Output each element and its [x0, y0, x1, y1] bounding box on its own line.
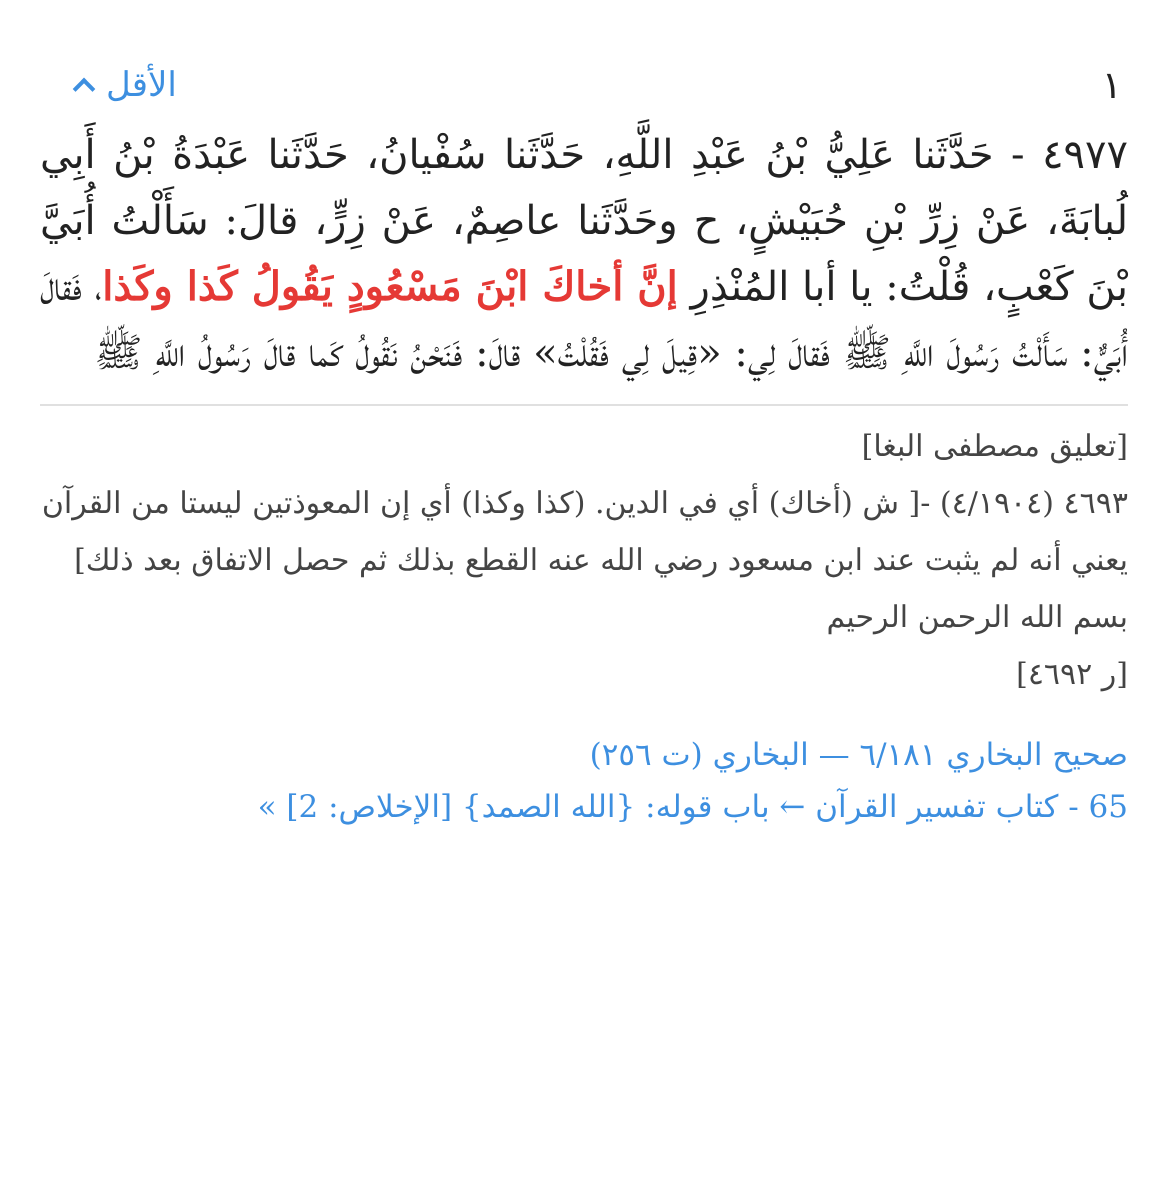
basmala: بسم الله الرحمن الرحيم: [826, 600, 1128, 635]
hadith-page: [40, 50, 1128, 833]
commentary-reference: [ر ٤٦٩٢]: [1016, 657, 1128, 692]
commentary: [40, 418, 1128, 703]
commentary-title: [تعليق مصطفى البغا]: [861, 429, 1128, 464]
book-source-link[interactable]: صحيح البخاري ٦/١٨١ — البخاري (ت ٢٥٦): [589, 737, 1128, 773]
hadith-number: ١: [1101, 63, 1122, 107]
chapter-link[interactable]: 65 - كتاب تفسير القرآن ← باب قوله: {الله الصمد} [الإخلاص: 2] »: [257, 789, 1128, 825]
show-less-button[interactable]: [40, 65, 177, 105]
source-info: [40, 729, 1128, 833]
hadith-text: [40, 122, 1128, 386]
chevron-up-icon: [73, 78, 96, 101]
commentary-body: ٤٦٩٣ (٤/١٩٠٤) -[ ش (أخاك) أي في الدين. (كذا وكذا) أي إن المعوذتين ليستا من القرآن يعني أنه لم يثبت عند ابن مسعود رضي الله عنه القطع بذلك ثم حصل الاتفاق بعد ذلك]: [41, 486, 1128, 578]
hadith-header: [40, 50, 1128, 120]
show-less-label: الأقل: [106, 65, 177, 105]
hadith-text-part1: ٤٩٧٧ - حَدَّثَنا عَلِيُّ بْنُ عَبْدِ اللَّهِ، حَدَّثَنا سُفْيانُ، حَدَّثَنا عَبْدَةُ بْنُ أَبِي لُبابَةَ، عَنْ زِرِّ بْنِ حُبَيْشٍ، ح وحَدَّثَنا عاصِمٌ، عَنْ زِرٍّ، قالَ: سَأَلْتُ أُبَيَّ بْنَ كَعْبٍ، قُلْتُ: يا أبا المُنْذِرِ: [40, 132, 1128, 310]
hadith-text-part2: ، فَقالَ أُبَيٌّ: سَأَلْتُ رَسُولَ اللَّهِ ﷺ فَقالَ لِي: «قِيلَ لِي فَقُلْتُ» قالَ: فَنَحْنُ نَقُولُ كَما قالَ رَسُولُ اللَّهِ ﷺ: [40, 264, 1128, 376]
divider: [40, 404, 1128, 406]
hadith-highlight: إنَّ أخاكَ ابْنَ مَسْعُودٍ يَقُولُ كَذا وكَذا: [102, 263, 678, 310]
